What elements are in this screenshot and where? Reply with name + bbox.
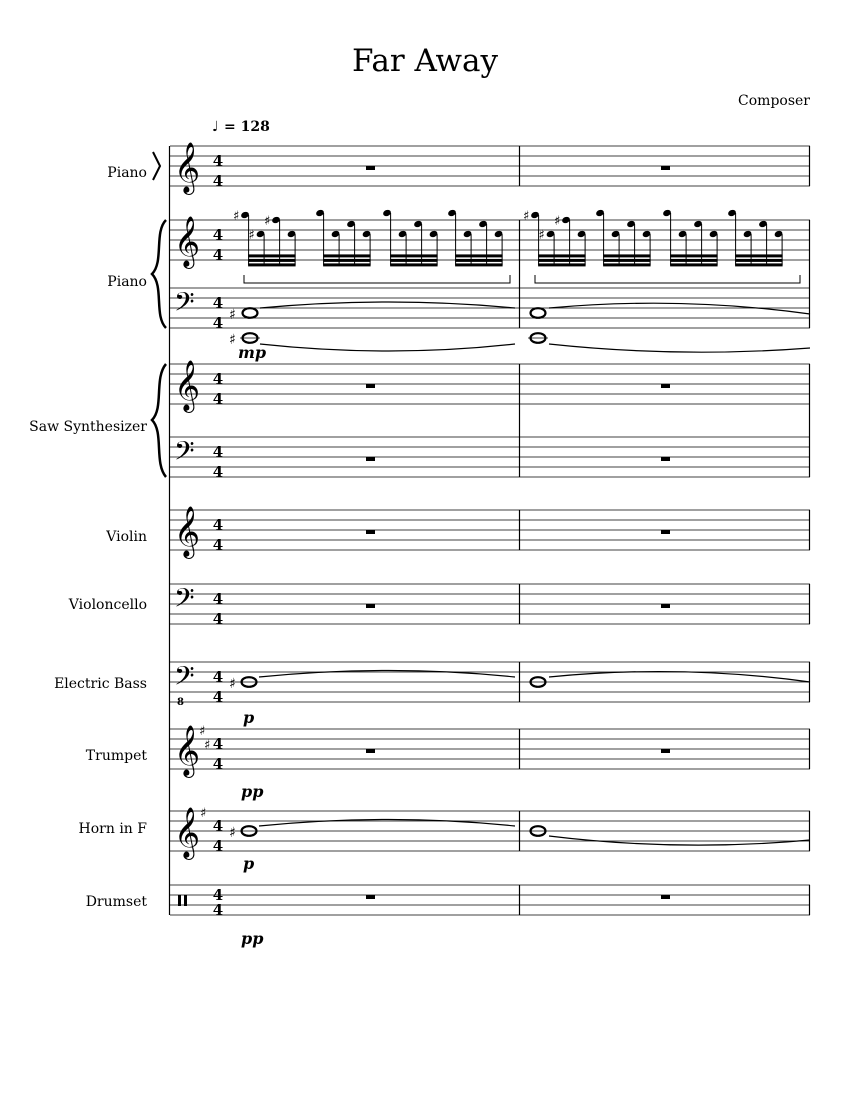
svg-text:4: 4 xyxy=(212,294,224,312)
sharp-icon: ♯ xyxy=(229,332,236,348)
svg-text:4: 4 xyxy=(212,536,224,554)
note-beam xyxy=(248,259,296,262)
whole-rest-icon xyxy=(661,457,670,461)
treble-clef-icon: 𝄞 xyxy=(174,216,201,267)
svg-text:4: 4 xyxy=(212,226,224,244)
piano-arpeggios xyxy=(233,209,783,267)
sharp-icon: ♯ xyxy=(233,209,240,224)
dynamic-piano-grand: mp xyxy=(238,343,267,362)
instrument-label-saw-synth: Saw Synthesizer xyxy=(29,419,147,435)
svg-text:♯: ♯ xyxy=(204,738,211,753)
note-beam xyxy=(735,254,783,257)
note-sharps xyxy=(229,307,236,841)
svg-text:4: 4 xyxy=(212,443,224,461)
key-signature-horn xyxy=(200,806,206,821)
score-title: Far Away xyxy=(351,43,499,79)
whole-rest-icon xyxy=(661,384,670,388)
note-beam xyxy=(323,259,371,262)
instrument-label-drumset: Drumset xyxy=(85,894,147,910)
bass-clef-icon: 𝄢 xyxy=(174,286,195,324)
sharp-icon: ♯ xyxy=(538,228,545,243)
instrument-label-electric-bass: Electric Bass xyxy=(54,676,147,692)
svg-text:4: 4 xyxy=(212,901,224,919)
dynamic-horn: p xyxy=(243,854,255,873)
tempo-note-icon: ♩ xyxy=(212,119,219,135)
staff-trumpet xyxy=(170,729,810,769)
instrument-label-violoncello: Violoncello xyxy=(68,597,147,613)
whole-rest-icon xyxy=(661,530,670,534)
svg-text:4: 4 xyxy=(212,668,224,686)
dynamic-trumpet: pp xyxy=(241,782,264,801)
svg-text:4: 4 xyxy=(212,152,224,170)
svg-text:4: 4 xyxy=(212,886,224,904)
ties xyxy=(259,302,810,845)
dynamic-drumset: pp xyxy=(241,929,264,948)
brace-piano-2 xyxy=(152,220,166,328)
treble-clef-icon: 𝄞 xyxy=(174,506,201,557)
note-beam xyxy=(455,254,503,257)
instrument-label-piano-2: Piano xyxy=(107,274,147,290)
note-beam xyxy=(248,263,296,266)
whole-rest-icon xyxy=(366,895,375,899)
note-beam xyxy=(735,259,783,262)
sharp-icon: ♯ xyxy=(229,676,236,692)
note-beam xyxy=(670,254,718,257)
percussion-clef-icon xyxy=(178,895,187,906)
svg-text:4: 4 xyxy=(212,590,224,608)
note-beam xyxy=(390,254,438,257)
note-beam xyxy=(538,254,586,257)
staff-violoncello xyxy=(170,584,810,624)
brace-saw-synth xyxy=(152,364,166,477)
svg-text:4: 4 xyxy=(212,688,224,706)
whole-rest-icon xyxy=(366,384,375,388)
svg-text:4: 4 xyxy=(212,390,224,408)
whole-note xyxy=(531,308,546,318)
whole-rest-icon xyxy=(661,749,670,753)
octave-marker: 8 xyxy=(177,697,184,708)
sharp-icon: ♯ xyxy=(229,825,236,841)
bass-clef-icon: 𝄢 xyxy=(174,582,195,620)
note-beam xyxy=(603,263,651,266)
whole-notes xyxy=(240,308,548,836)
svg-text:4: 4 xyxy=(212,817,224,835)
svg-text:♯: ♯ xyxy=(199,724,206,739)
staff-saw-bass xyxy=(170,437,810,477)
bass-clef-icon: 𝄢 xyxy=(174,435,195,473)
instrument-label-violin: Violin xyxy=(106,529,147,545)
note-beam xyxy=(248,254,296,257)
note-beam xyxy=(735,263,783,266)
svg-text:4: 4 xyxy=(212,314,224,332)
note-beam xyxy=(603,259,651,262)
whole-rest-icon xyxy=(366,749,375,753)
tuplet-brackets xyxy=(244,275,800,283)
svg-text:4: 4 xyxy=(212,370,224,388)
note-beam xyxy=(455,259,503,262)
whole-rest-icon xyxy=(366,166,375,170)
tempo-text: = 128 xyxy=(224,119,270,135)
whole-rest-icon xyxy=(366,604,375,608)
whole-rest-icon xyxy=(366,530,375,534)
note-beam xyxy=(670,263,718,266)
sharp-icon: ♯ xyxy=(248,228,255,243)
whole-rest-icon xyxy=(661,604,670,608)
note-beam xyxy=(538,259,586,262)
treble-clef-icon: 𝄞 xyxy=(174,142,201,193)
sharp-icon: ♯ xyxy=(264,214,271,229)
treble-clef-icon: 𝄞 xyxy=(174,725,201,776)
instrument-label-horn: Horn in F xyxy=(78,821,147,837)
sharp-icon: ♯ xyxy=(229,307,236,323)
note-beam xyxy=(538,263,586,266)
whole-rest-icon xyxy=(661,895,670,899)
svg-text:4: 4 xyxy=(212,837,224,855)
staff-electric-bass xyxy=(170,662,810,702)
note-beam xyxy=(455,263,503,266)
sharp-icon: ♯ xyxy=(554,214,561,229)
sharp-icon: ♯ xyxy=(523,209,530,224)
dynamic-electric-bass: p xyxy=(243,708,255,727)
staff-violin xyxy=(170,510,810,550)
svg-text:4: 4 xyxy=(212,463,224,481)
whole-rests xyxy=(366,166,670,899)
svg-text:4: 4 xyxy=(212,516,224,534)
bracket-piano-1 xyxy=(153,152,160,180)
note-beam xyxy=(603,254,651,257)
svg-text:4: 4 xyxy=(212,610,224,628)
time-signatures xyxy=(213,152,223,919)
note-beam xyxy=(390,259,438,262)
svg-text:4: 4 xyxy=(212,172,224,190)
svg-text:4: 4 xyxy=(212,735,224,753)
composer-credit: Composer xyxy=(738,93,810,109)
svg-text:4: 4 xyxy=(212,246,224,264)
note-beam xyxy=(670,259,718,262)
treble-clef-icon: 𝄞 xyxy=(174,807,201,858)
svg-text:4: 4 xyxy=(212,755,224,773)
whole-rest-icon xyxy=(366,457,375,461)
svg-text:♯: ♯ xyxy=(200,806,207,821)
whole-note xyxy=(243,308,258,318)
instrument-label-piano-1: Piano xyxy=(107,165,147,181)
note-beam xyxy=(323,263,371,266)
tempo-marking xyxy=(212,119,270,135)
bass-clefs xyxy=(174,286,195,698)
note-beam xyxy=(390,263,438,266)
staff-saw-treble xyxy=(170,364,810,404)
note-beam xyxy=(323,254,371,257)
treble-clef-icon: 𝄞 xyxy=(174,360,201,411)
staff-drumset xyxy=(170,885,810,915)
clefs xyxy=(174,142,200,860)
whole-rest-icon xyxy=(661,166,670,170)
instrument-label-trumpet: Trumpet xyxy=(85,748,147,764)
bass-clef-icon: 𝄢 xyxy=(174,660,195,698)
staff-piano-1 xyxy=(170,146,810,186)
